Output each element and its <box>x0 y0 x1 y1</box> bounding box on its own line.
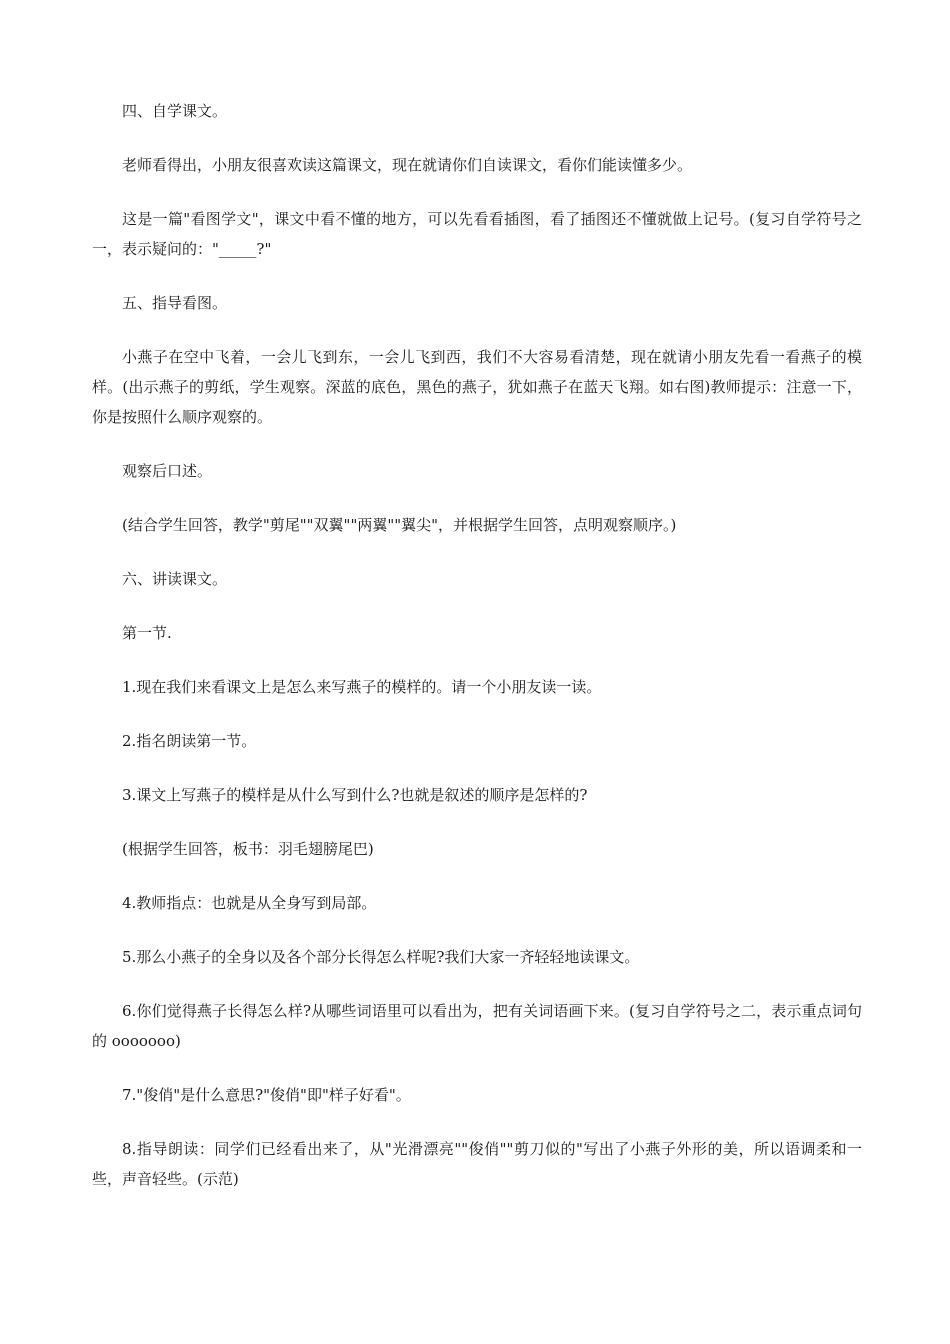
list-item: 4.教师指点：也就是从全身写到局部。 <box>122 894 377 912</box>
paragraph: 观察后口述。 <box>122 462 213 480</box>
list-item: 3.课文上写燕子的模样是从什么写到什么?也就是叙述的顺序是怎样的? <box>122 786 588 804</box>
paragraph: 这是一篇"看图学文"，课文中看不懂的地方，可以先看看插图，看了插图还不懂就做上记号。(复习自学符号之一，表示疑问的："_____?" <box>92 210 862 258</box>
paragraph: 老师看得出，小朋友很喜欢读这篇课文，现在就请你们自读课文，看你们能读懂多少。 <box>122 156 693 174</box>
list-item: 2.指名朗读第一节。 <box>122 732 257 750</box>
list-item: 6.你们觉得燕子长得怎么样?从哪些词语里可以看出为，把有关词语画下来。(复习自学符号之二，表示重点词句的 ooooooo) <box>92 1002 862 1050</box>
list-item: 5.那么小燕子的全身以及各个部分长得怎么样呢?我们大家一齐轻轻地读课文。 <box>122 948 640 966</box>
section-heading-5: 五、指导看图。 <box>122 294 228 312</box>
list-item: 1.现在我们来看课文上是怎么来写燕子的模样的。请一个小朋友读一读。 <box>122 678 602 696</box>
list-item: 8.指导朗读：同学们已经看出来了，从"光滑漂亮""俊俏""剪刀似的"写出了小燕子外形的美，所以语调柔和一些，声音轻些。(示范) <box>92 1140 862 1188</box>
list-item: 7."俊俏"是什么意思?"俊俏"即"样子好看"。 <box>122 1086 411 1104</box>
document-body <box>92 96 862 1194</box>
paragraph: 小燕子在空中飞着，一会儿飞到东，一会儿飞到西，我们不大容易看清楚，现在就请小朋友先看一看燕子的模样。(出示燕子的剪纸，学生观察。深蓝的底色，黑色的燕子，犹如燕子在蓝天飞翔。如右图)教师提示：注意一下，你是按照什么顺序观察的。 <box>92 348 862 426</box>
section-heading-4: 四、自学课文。 <box>122 102 228 120</box>
paragraph: (结合学生回答，教学"剪尾""双翼""两翼""翼尖"，并根据学生回答，点明观察顺序。) <box>122 516 677 534</box>
subsection-heading: 第一节. <box>122 624 172 642</box>
paragraph: (根据学生回答，板书：羽毛翅膀尾巴) <box>122 840 374 858</box>
section-heading-6: 六、讲读课文。 <box>122 570 228 588</box>
